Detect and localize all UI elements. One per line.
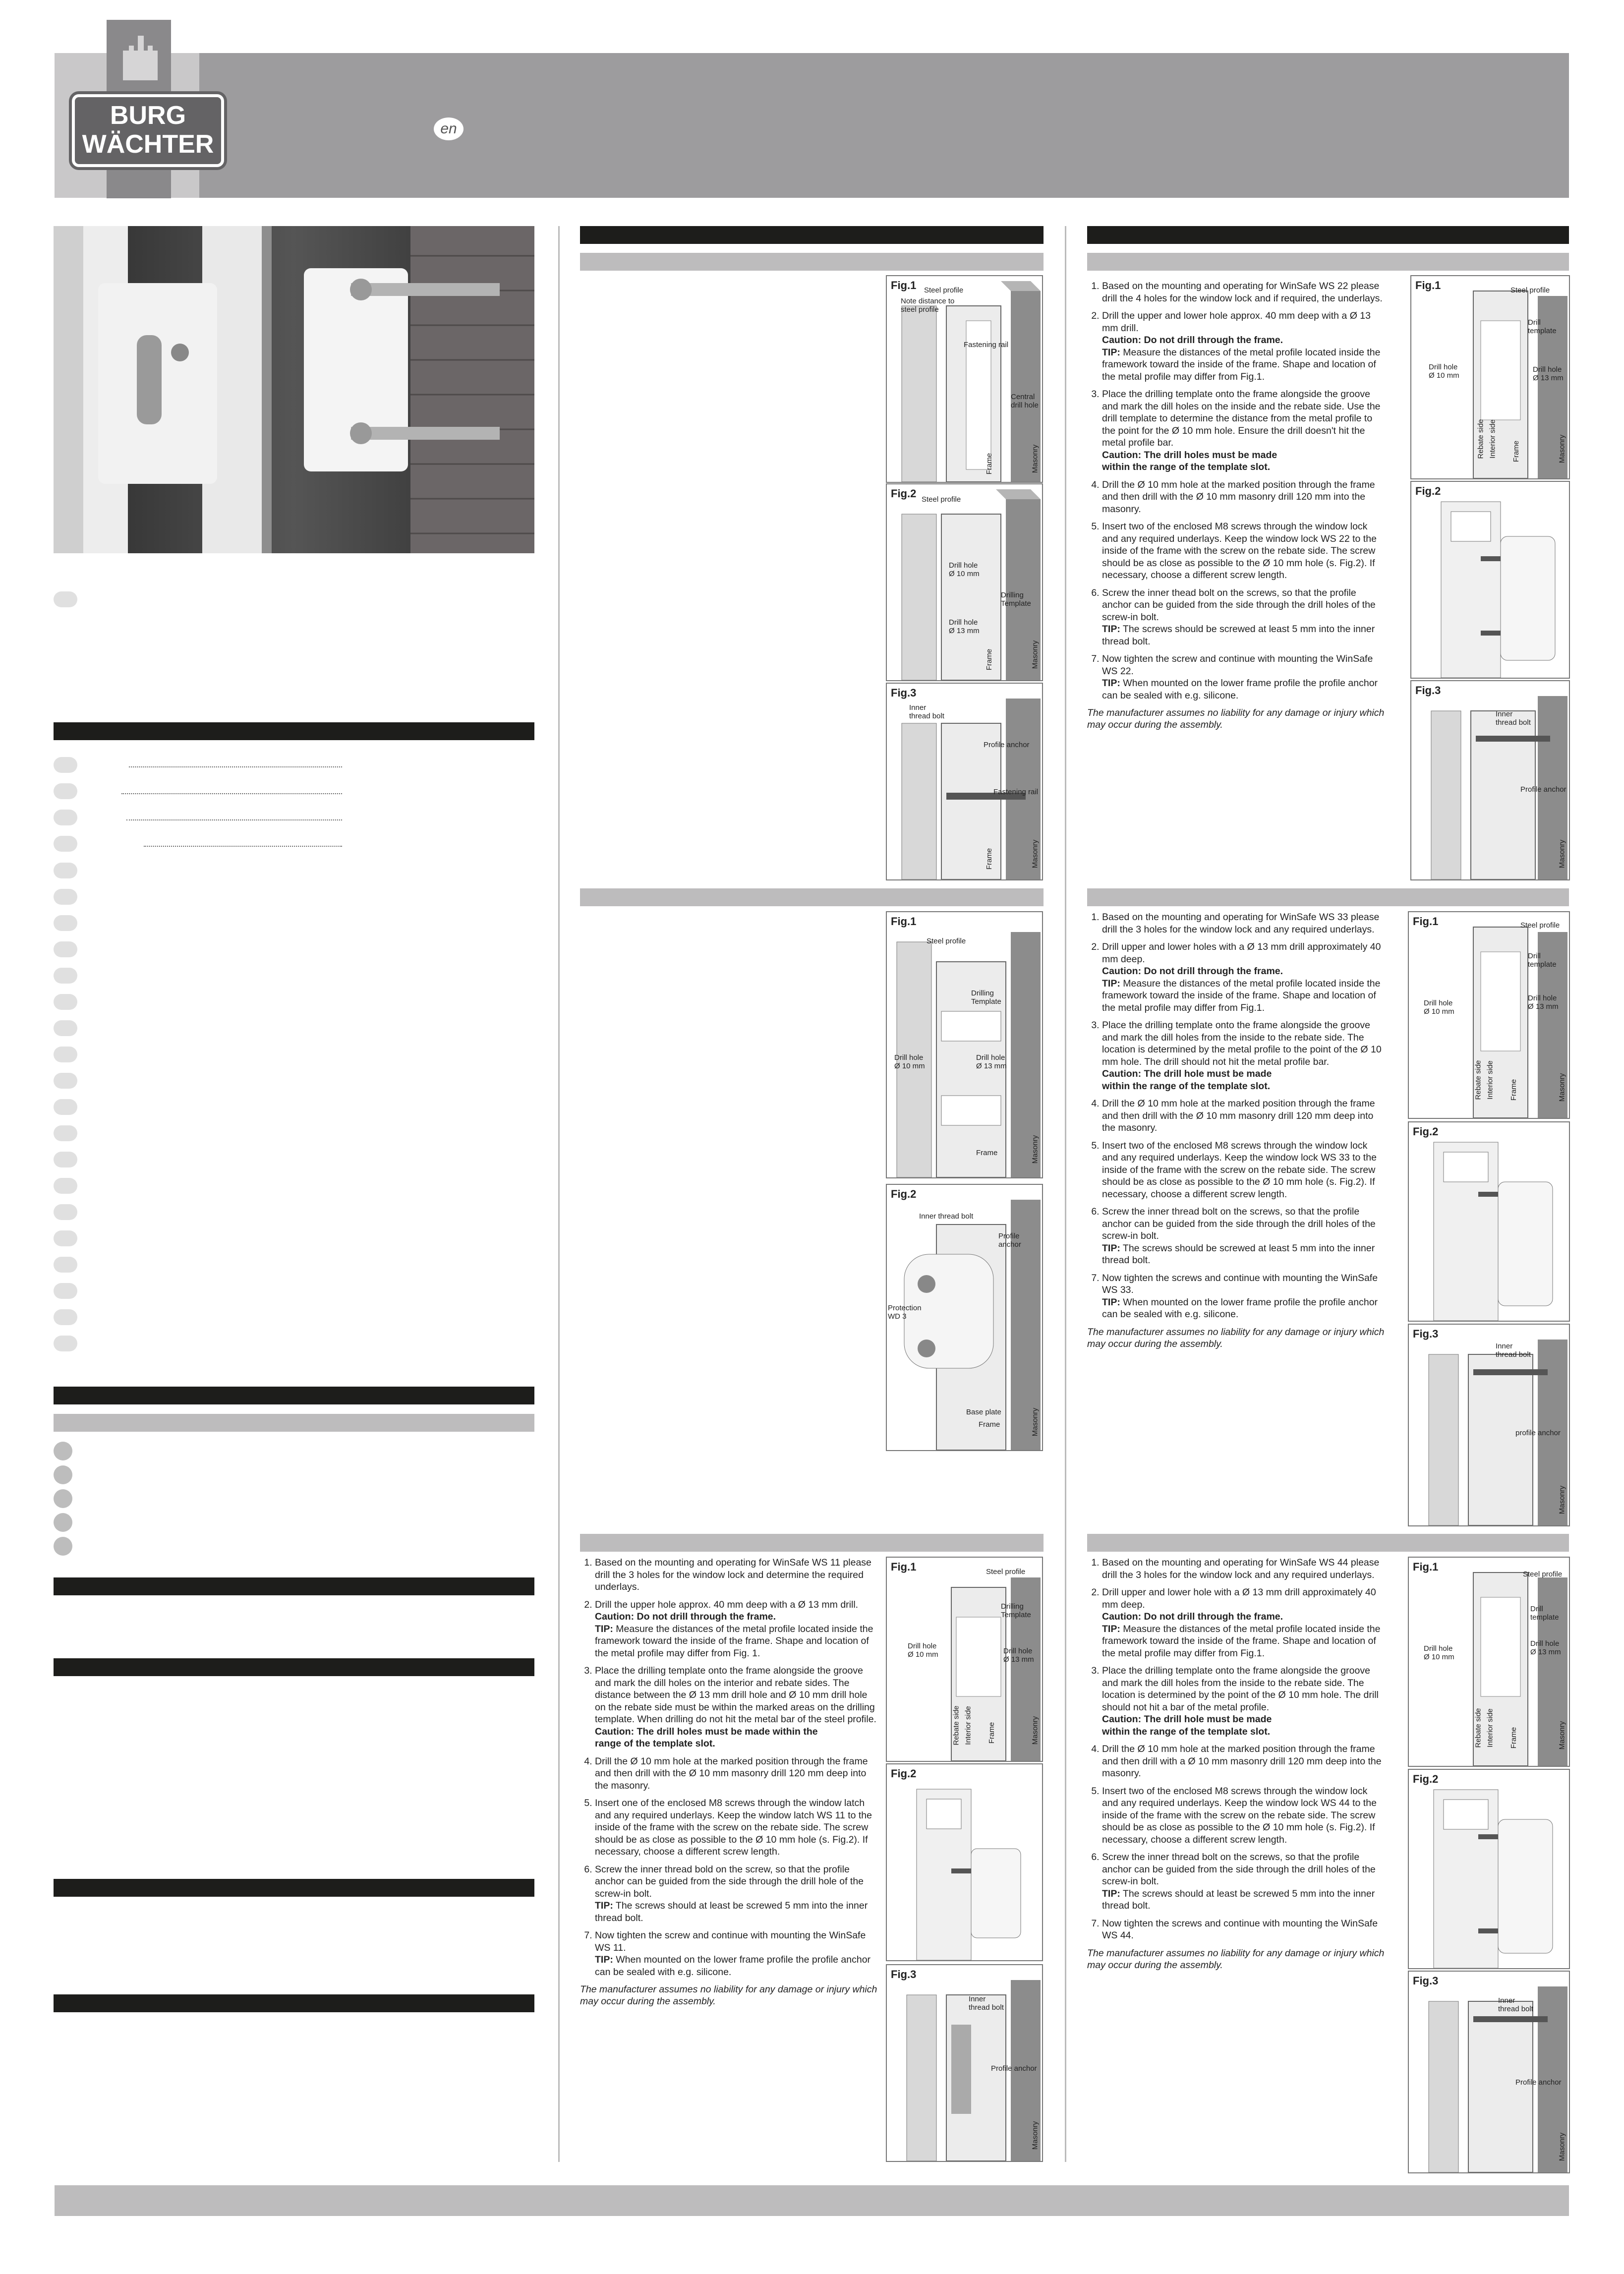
list-bullet xyxy=(54,783,77,799)
label-drill-hole-10: Drill hole Ø 10 mm xyxy=(949,561,980,578)
figure-2 xyxy=(1408,1121,1570,1322)
label-masonry: Masonry xyxy=(1031,1407,1040,1437)
list-bullet xyxy=(54,1152,77,1167)
subsection-bar xyxy=(1087,253,1569,271)
label-drill-hole-10: Drill hole Ø 10 mm xyxy=(1429,363,1459,380)
label-masonry: Masonry xyxy=(1031,2121,1040,2150)
list-bullet xyxy=(54,1537,72,1556)
label-profile-anchor: Profile anchor xyxy=(991,2064,1037,2073)
column-divider xyxy=(1065,226,1066,2162)
step: 4. Drill the Ø 10 mm hole at the marked position through the frame and then drill with a Ø 10 mm masonry drill 120 mm deep into the masonry. xyxy=(1102,1743,1385,1780)
step: 6. Screw the inner thread bolt on the screws, so that the profile anchor can be guided from the side through the drill holes of the screw-in bolt. TIP: The screws should be screwed at least 5 mm into the inner thread bolt. xyxy=(1102,1206,1385,1267)
label-drill-hole-10: Drill hole Ø 10 mm xyxy=(908,1642,938,1659)
step: 1. Based on the mounting and operating for WinSafe WS 44 please drill the 3 holes for the window lock and any required underlays. xyxy=(1102,1557,1385,1581)
list-bullet xyxy=(54,941,77,957)
dotted-leader xyxy=(144,846,342,847)
step: 3. Place the drilling template onto the frame alongside the groove and mark the dill holes from the inside to the rebate side. The location is determined by the point of the Ø 10 mm hole. The drill should not hit a bar of the metal profile. Caution: The drill hole must be made within the range of the template slot. xyxy=(1102,1665,1385,1738)
ws33-instructions xyxy=(1087,911,1385,1350)
label-inner-thread-bolt: Inner thread bolt xyxy=(969,1995,1004,2012)
step: 4. Drill the Ø 10 mm hole at the marked position through the frame and then drill with the Ø 10 mm masonry drill 120 mm into the masonry. xyxy=(1102,479,1385,516)
step: 2. Drill upper and lower hole with a Ø 13 mm drill approximately 40 mm deep. Caution: Do not drill through the frame. TIP: Measure the distances of the metal profile located inside the framework toward the inside of the frame. Shape and location of the metal profile may differ from Fig.1. xyxy=(1102,1586,1385,1659)
label-frame: Frame xyxy=(979,1420,1000,1429)
subsection-bar xyxy=(1087,888,1569,906)
list-bullet xyxy=(54,591,77,607)
subsection-bar xyxy=(580,253,1044,271)
list-bullet xyxy=(54,1020,77,1036)
label-inner-thread-bolt: Inner thread bolt xyxy=(1496,1342,1531,1359)
ws11-instructions xyxy=(580,1557,877,2007)
label-inner-thread-bolt: Inner thread bolt xyxy=(1498,1996,1533,2013)
list-bullet xyxy=(54,1336,77,1351)
castle-icon xyxy=(118,31,163,85)
dotted-leader xyxy=(121,793,342,794)
product-photo xyxy=(54,226,534,553)
list-bullet xyxy=(54,1230,77,1246)
step: 1. Based on the mounting and operating for WinSafe WS 11 please drill the 3 holes for the window lock and determine the required underlays. xyxy=(595,1557,877,1593)
label-steel-profile: Steel profile xyxy=(986,1568,1026,1576)
label-protection: Protection WD 3 xyxy=(888,1304,922,1321)
label-drill-hole-10: Drill hole Ø 10 mm xyxy=(894,1053,925,1070)
section-bar xyxy=(54,1994,534,2012)
label-interior-side: Interior side xyxy=(964,1706,973,1745)
list-bullet xyxy=(54,1442,72,1460)
list-bullet xyxy=(54,1178,77,1194)
figure-label: Fig.1 xyxy=(1415,279,1441,292)
label-steel-profile: Steel profile xyxy=(1510,286,1550,294)
label-masonry: Masonry xyxy=(1558,1485,1566,1515)
label-frame: Frame xyxy=(985,648,994,671)
label-rebate-side: Rebate side xyxy=(1476,419,1485,459)
step: 7. Now tighten the screws and continue with mounting the WinSafe WS 33. TIP: When mounted on the lower frame profile the profile anchor can be sealed with e.g. silicone. xyxy=(1102,1272,1385,1321)
label-base-plate: Base plate xyxy=(966,1408,1001,1416)
figure-label: Fig.3 xyxy=(891,1968,917,1981)
label-drill-hole-13: Drill hole Ø 13 mm xyxy=(1530,1639,1561,1656)
figure-3 xyxy=(1408,1971,1570,2173)
label-interior-side: Interior side xyxy=(1486,1708,1495,1748)
liability-note: The manufacturer assumes no liability for any damage or injury which may occur during the assembly. xyxy=(1087,1326,1385,1349)
label-steel-profile: Steel profile xyxy=(1520,921,1560,930)
section-bar xyxy=(54,1387,534,1404)
step: 6. Screw the inner thread bold on the screw, so that the profile anchor can be guided from the side through the drill hole of the screw-in bolt. TIP: The screws should at least be screwed 5 mm into the inner thread bolt. xyxy=(595,1864,877,1924)
figure-label: Fig.2 xyxy=(891,1188,917,1200)
figure-label: Fig.3 xyxy=(1413,1975,1439,1987)
label-frame: Frame xyxy=(987,1722,996,1744)
label-masonry: Masonry xyxy=(1558,839,1566,869)
label-interior-side: Interior side xyxy=(1488,419,1497,459)
figure-label: Fig.2 xyxy=(891,1767,917,1780)
label-steel-profile: Steel profile xyxy=(1523,1570,1563,1578)
step: 5. Insert two of the enclosed M8 screws through the window lock and any required underlays. Keep the window lock WS 33 to the inside of the frame with the screw on the rebate side. The screw should be as close as possible to the Ø 10 mm hole (s. Fig.2). If necessary, choose a different screw length. xyxy=(1102,1140,1385,1201)
step: 2. Drill the upper and lower hole approx. 40 mm deep with a Ø 13 mm drill. Caution: Do not drill through the frame. TIP: Measure the distances of the metal profile located inside the framework toward the inside of the frame. Shape and location of the metal profile may differ from Fig.1. xyxy=(1102,310,1385,383)
brand-logo xyxy=(72,94,224,167)
label-inner-thread-bolt: Inner thread bolt xyxy=(1496,710,1531,727)
label-drill-template: Drill template xyxy=(1528,952,1557,969)
step: 2. Drill the upper hole approx. 40 mm deep with a Ø 13 mm drill. Caution: Do not drill through the frame. TIP: Measure the distances of the metal profile located inside the framework toward the inside of the frame. Shape and location of the metal profile may differ from Fig. 1. xyxy=(595,1599,877,1660)
subsection-bar xyxy=(1087,1534,1569,1552)
figure-2 xyxy=(886,1763,1043,1961)
figure-label: Fig.2 xyxy=(1413,1773,1439,1785)
figure-label: Fig.1 xyxy=(891,915,917,928)
label-drill-hole-13: Drill hole Ø 13 mm xyxy=(976,1053,1007,1070)
liability-note: The manufacturer assumes no liability for any damage or injury which may occur during the assembly. xyxy=(580,1984,877,2007)
list-bullet xyxy=(54,1099,77,1115)
brand-line2: WÄCHTER xyxy=(82,130,214,159)
list-bullet xyxy=(54,1283,77,1299)
label-drill-hole-10: Drill hole Ø 10 mm xyxy=(1424,999,1454,1016)
label-drill-template: Drill template xyxy=(1530,1605,1559,1622)
figure-2 xyxy=(1410,481,1570,679)
label-drilling-template: Drilling Template xyxy=(971,989,1001,1006)
label-drill-hole-13: Drill hole Ø 13 mm xyxy=(1528,994,1559,1011)
list-bullet xyxy=(54,1204,77,1220)
subsection-bar xyxy=(580,888,1044,906)
subsection-bar xyxy=(580,1534,1044,1552)
figure-3 xyxy=(886,683,1043,880)
list-bullet xyxy=(54,889,77,905)
figure-1 xyxy=(886,275,1043,483)
list-bullet xyxy=(54,1047,77,1062)
label-masonry: Masonry xyxy=(1558,1073,1566,1102)
label-interior-side: Interior side xyxy=(1486,1060,1495,1100)
label-frame: Frame xyxy=(1509,1079,1518,1101)
label-inner-thread-bolt: Inner thread bolt xyxy=(909,703,944,720)
label-fastening-rail: Fastening rail xyxy=(964,341,1009,349)
step: 3. Place the drilling template onto the frame alongside the groove and mark the dill holes on the interior and rebate sides. The distance between the Ø 13 mm drill hole and Ø 10 mm drill hole on the rebate side must be within the marked areas on the drilling template. When drilling do not hit the metal bar of the steel profile. Caution: The drill holes must be made within the range of the template slot. xyxy=(595,1665,877,1750)
footer-band xyxy=(55,2185,1569,2216)
step: 5. Insert two of the enclosed M8 screws through the window lock and any required underlays. Keep the window lock WS 44 to the inside of the frame with the screw on the rebate side. The screw should be as close as possible to the Ø 10 mm hole (s. Fig.2). If necessary, choose a different screw length. xyxy=(1102,1785,1385,1846)
label-profile-anchor: Profile anchor xyxy=(984,741,1030,749)
section-bar xyxy=(54,1658,534,1676)
section-bar xyxy=(54,722,534,740)
figure-label: Fig.3 xyxy=(1413,1328,1439,1340)
label-profile-anchor: Profile anchor xyxy=(1515,2078,1562,2087)
list-bullet xyxy=(54,1073,77,1089)
list-bullet xyxy=(54,1309,77,1325)
figure-1 xyxy=(1408,1557,1570,1767)
label-frame: Frame xyxy=(1512,440,1521,463)
list-bullet xyxy=(54,1465,72,1484)
liability-note: The manufacturer assumes no liability for any damage or injury which may occur during the assembly. xyxy=(1087,707,1385,730)
label-drill-hole-13: Drill hole Ø 13 mm xyxy=(1533,365,1564,382)
figure-label: Fig.2 xyxy=(1413,1125,1439,1138)
step: 7. Now tighten the screw and continue with mounting the WinSafe WS 11. TIP: When mounted on the lower frame profile the profile anchor can be sealed with e.g. silicone. xyxy=(595,1929,877,1978)
section-bar xyxy=(580,226,1044,244)
label-masonry: Masonry xyxy=(1558,434,1566,464)
label-masonry: Masonry xyxy=(1558,1721,1566,1750)
figure-label: Fig.2 xyxy=(1415,485,1441,497)
label-steel-profile: Steel profile xyxy=(927,937,966,945)
section-bar xyxy=(1087,226,1569,244)
ws22-instructions xyxy=(1087,280,1385,731)
figure-3 xyxy=(1410,680,1570,880)
label-steel-profile: Steel profile xyxy=(924,286,964,294)
list-bullet xyxy=(54,1125,77,1141)
figure-label: Fig.1 xyxy=(1413,1561,1439,1573)
label-drill-template: Drill template xyxy=(1528,318,1557,335)
label-drilling-template: Drilling Template xyxy=(1001,1602,1031,1619)
liability-note: The manufacturer assumes no liability for any damage or injury which may occur during the assembly. xyxy=(1087,1947,1385,1971)
label-masonry: Masonry xyxy=(1031,1716,1040,1745)
label-masonry: Masonry xyxy=(1031,839,1040,869)
label-drilling-template: Drilling Template xyxy=(1001,591,1031,608)
label-steel-profile: Steel profile xyxy=(922,495,961,504)
list-bullet xyxy=(54,1489,72,1508)
step: 2. Drill upper and lower holes with a Ø 13 mm drill approximately 40 mm deep. Caution: Do not drill through the frame. TIP: Measure the distances of the metal profile located inside the framework toward the inside of the frame. Shape and location of the metal profile may differ from Fig.1. xyxy=(1102,941,1385,1014)
label-drill-hole-13: Drill hole Ø 13 mm xyxy=(1003,1647,1034,1664)
label-masonry: Masonry xyxy=(1031,1135,1040,1164)
figure-2 xyxy=(1408,1769,1570,1969)
list-bullet xyxy=(54,1513,72,1532)
section-bar xyxy=(54,1879,534,1897)
figure-1 xyxy=(1408,911,1570,1119)
subsection-bar xyxy=(54,1414,534,1432)
figure-label: Fig.3 xyxy=(891,687,917,699)
list-bullet xyxy=(54,915,77,931)
brand-line1: BURG xyxy=(110,101,186,130)
list-bullet xyxy=(54,810,77,825)
step: 5. Insert one of the enclosed M8 screws through the window latch and any required underlays. Keep the window latch WS 11 to the inside of the frame with the screw on the rebate side. The screw should be as close as possible to the Ø 10 mm hole (s. Fig.2). If necessary, choose a different screw length. xyxy=(595,1797,877,1858)
step: 6. Screw the inner thread bolt on the screws, so that the profile anchor can be guided from the side through the drill holes of the screw-in bolt. TIP: The screws should at least be screwed 5 mm into the inner thread bolt. xyxy=(1102,1851,1385,1912)
label-frame: Frame xyxy=(1509,1727,1518,1749)
figure-1 xyxy=(886,1557,1043,1762)
label-masonry: Masonry xyxy=(1031,640,1040,669)
dotted-leader xyxy=(126,819,342,820)
label-frame: Frame xyxy=(985,848,994,870)
label-central-drill-hole: Central drill hole xyxy=(1011,393,1039,409)
figure-3 xyxy=(1408,1324,1570,1526)
step: 5. Insert two of the enclosed M8 screws through the window lock and any required underlays. Keep the window lock WS 22 to the inside of the frame with the screw on the rebate side. The screw should be as close as possible to the Ø 10 mm hole (s. Fig.2). If necessary, choose a different screw length. xyxy=(1102,521,1385,582)
label-rebate-side: Rebate side xyxy=(1474,1060,1483,1100)
label-rebate-side: Rebate side xyxy=(1474,1708,1483,1748)
figure-label: Fig.2 xyxy=(891,487,917,500)
figure-label: Fig.3 xyxy=(1415,684,1441,697)
figure-1 xyxy=(886,911,1043,1178)
label-profile-anchor: Profile anchor xyxy=(998,1232,1021,1249)
step: 4. Drill the Ø 10 mm hole at the marked position through the frame and then drill with the Ø 10 mm masonry drill 120 mm deep into the masonry. xyxy=(1102,1098,1385,1134)
header-band xyxy=(55,53,1569,198)
figure-2 xyxy=(886,1184,1043,1451)
figure-label: Fig.1 xyxy=(1413,915,1439,928)
label-frame: Frame xyxy=(976,1149,998,1157)
label-frame: Frame xyxy=(985,453,994,475)
label-fastening-rail: Fastening rail xyxy=(993,788,1039,796)
step: 1. Based on the mounting and operating for WinSafe WS 33 please drill the 3 holes for the window lock and any required underlays. xyxy=(1102,911,1385,935)
step: 3. Place the drilling template onto the frame alongside the groove and mark the dill holes on the inside and the rebate side. Use the drill template to determine the distance from the metal profile to the point for the Ø 10 mm hole. Ensure the drill doesn't hit the metal profile bar. Caution: The drill holes must be made within the range of the template slot. xyxy=(1102,388,1385,473)
list-bullet xyxy=(54,968,77,984)
ws44-instructions xyxy=(1087,1557,1385,1971)
label-rebate-side: Rebate side xyxy=(952,1705,961,1746)
label-masonry: Masonry xyxy=(1031,444,1040,473)
label-drill-hole-13: Drill hole Ø 13 mm xyxy=(949,618,980,635)
step: 7. Now tighten the screws and continue with mounting the WinSafe WS 44. xyxy=(1102,1918,1385,1942)
figure-2 xyxy=(886,483,1043,681)
label-profile-anchor: Profile anchor xyxy=(1520,785,1566,794)
list-bullet xyxy=(54,863,77,878)
step: 6. Screw the inner thead bolt on the screws, so that the profile anchor can be guided from the side through the drill holes of the screw-in bolt. TIP: The screws should be screwed at least 5 mm into the inner thread bolt. xyxy=(1102,587,1385,648)
section-bar xyxy=(54,1577,534,1595)
list-bullet xyxy=(54,994,77,1010)
label-inner-thread-bolt: Inner thread bolt xyxy=(919,1212,974,1221)
list-bullet xyxy=(54,1257,77,1273)
label-note-distance: Note distance to steel profile xyxy=(901,297,955,314)
step: 4. Drill the Ø 10 mm hole at the marked position through the frame and then drill with the Ø 10 mm masonry drill 120 mm deep into the masonry. xyxy=(595,1755,877,1792)
label-profile-anchor: profile anchor xyxy=(1515,1429,1561,1437)
list-bullet xyxy=(54,757,77,773)
figure-1 xyxy=(1410,275,1570,479)
column-divider xyxy=(558,226,560,2162)
label-masonry: Masonry xyxy=(1558,2132,1566,2161)
dotted-leader xyxy=(129,766,342,767)
figure-label: Fig.1 xyxy=(891,279,917,292)
figure-label: Fig.1 xyxy=(891,1561,917,1573)
step: 1. Based on the mounting and operating for WinSafe WS 22 please drill the 4 holes for the window lock and if required, the underlays. xyxy=(1102,280,1385,304)
step: 7. Now tighten the screw and continue with mounting the WinSafe WS 22. TIP: When mounted on the lower frame profile the profile anchor can be sealed with e.g. silicone. xyxy=(1102,653,1385,701)
list-bullet xyxy=(54,836,77,852)
figure-3 xyxy=(886,1964,1043,2162)
step: 3. Place the drilling template onto the frame alongside the groove and mark the dill holes from the inside to the rebate side. The location is determined by the metal profile to the point of the Ø 10 mm hole. The drill should not hit the metal profile bar. Caution: The drill hole must be made within the range of the template slot. xyxy=(1102,1019,1385,1092)
language-badge: en xyxy=(434,117,464,140)
label-drill-hole-10: Drill hole Ø 10 mm xyxy=(1424,1644,1454,1661)
